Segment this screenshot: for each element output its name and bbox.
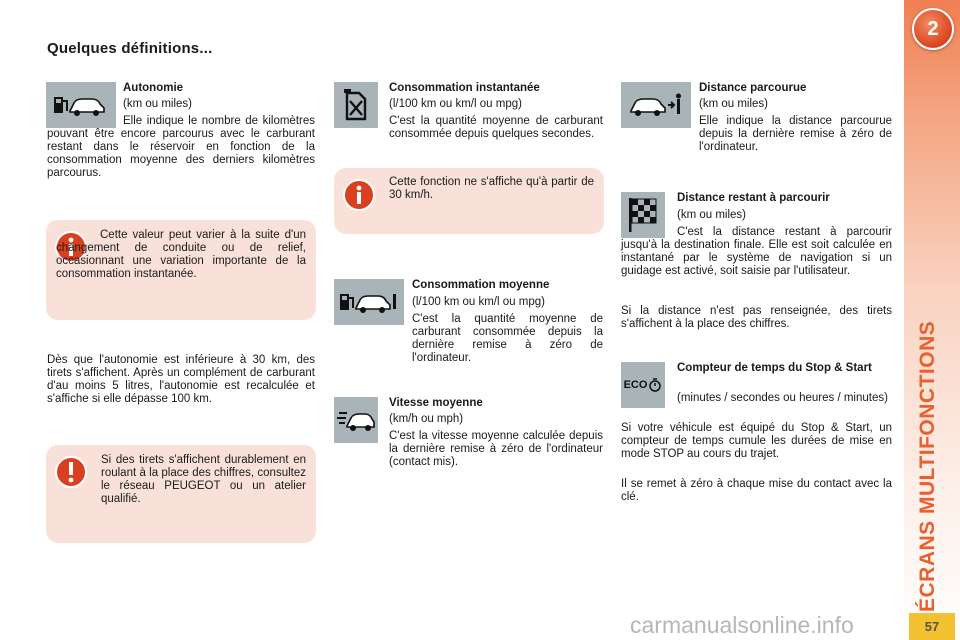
note-tirets [46, 445, 316, 543]
stop-start-unit: (minutes / secondes ou heures / minutes) [677, 392, 888, 404]
fuel-car-icon [338, 288, 400, 316]
autonomie-title: Autonomie [123, 82, 184, 94]
distance-restant-body: C'est la distance restant à parcourir jusqu'à la destination finale. Elle est soit calculée en instantané par le système de navigation si un guidage est activé, soit saisie par l'utilisateur. [621, 226, 892, 277]
vitesse-icon-box [334, 397, 378, 443]
page-number: 57 [909, 613, 955, 640]
eco-label: ECO [623, 379, 648, 391]
note-autonomie [46, 220, 316, 320]
conso-instant-unit: (l/100 km ou km/l ou mpg) [389, 98, 522, 110]
car-distance-icon [625, 91, 687, 119]
conso-moyenne-body: C'est la quantité moyenne de carburant consommée depuis la dernière remise à zéro de l'ordinateur. [412, 313, 603, 364]
eco-timer-icon [624, 378, 663, 392]
stop-start-icon-box [621, 362, 665, 408]
stop-start-title: Compteur de temps du Stop & Start [677, 362, 872, 374]
distance-parcourue-icon-box [621, 82, 691, 128]
conso-moyenne-icon-box [334, 279, 404, 325]
note-conso [334, 168, 604, 234]
autonomie-body: Elle indique le nombre de kilomètres pouvant être encore parcourus avec le carburant restant dans le réservoir en fonction de la consommation moyenne des derniers kilomètres parcourus. [47, 115, 315, 179]
conso-instant-title: Consommation instantanée [389, 82, 540, 94]
jerrycan-icon [341, 87, 371, 123]
note-autonomie-text: Cette valeur peut varier à la suite d'un changement de conduite ou de relief, occasionnant une variation importante de la consommation instantanée. [56, 229, 306, 280]
conso-instant-body: C'est la quantité moyenne de carburant consommée depuis quelques secondes. [389, 115, 603, 140]
conso-instant-icon-box [334, 82, 378, 128]
note-tirets-text: Si des tirets s'affichent durablement en roulant à la place des chiffres, consultez le réseau PEUGEOT ou un atelier qualifié. [101, 454, 306, 505]
vitesse-body: C'est la vitesse moyenne calculée depuis la dernière remise à zéro de l'ordinateur (contact mis). [389, 430, 603, 468]
distance-parcourue-body: Elle indique la distance parcourue depuis la dernière remise à zéro de l'ordinateur. [699, 115, 892, 153]
stop-start-body: Si votre véhicule est équipé du Stop & Start, un compteur de temps cumule les durées de mise en mode STOP au cours du trajet. [621, 422, 892, 460]
chapter-title: ÉCRANS MULTIFONCTIONS [916, 320, 939, 612]
distance-restant-body2: Si la distance n'est pas renseignée, des tirets s'affichent à la place des chiffres. [621, 305, 892, 330]
page-title: Quelques définitions... [47, 40, 213, 57]
distance-restant-unit: (km ou miles) [677, 209, 747, 221]
info-icon [342, 178, 376, 212]
distance-restant-title: Distance restant à parcourir [677, 192, 830, 204]
watermark: carmanualsonline.info [630, 612, 854, 638]
distance-parcourue-unit: (km ou miles) [699, 98, 769, 110]
distance-parcourue-title: Distance parcourue [699, 82, 807, 94]
tirets-text: Dès que l'autonomie est inférieure à 30 km, des tirets s'affichent. Après un complément de carburant d'au moins 5 litres, l'autonomie est recalculée et s'affiche si elle dépasse 100 km. [47, 354, 315, 405]
conso-moyenne-title: Consommation moyenne [412, 279, 550, 291]
car-speed-icon [337, 407, 375, 433]
conso-moyenne-unit: (l/100 km ou km/l ou mpg) [412, 296, 545, 308]
warning-icon [54, 455, 88, 489]
chapter-badge: 2 [912, 8, 954, 50]
autonomie-unit: (km ou miles) [123, 98, 193, 110]
vitesse-title: Vitesse moyenne [389, 397, 483, 409]
note-conso-text: Cette fonction ne s'affiche qu'à partir de 30 km/h. [389, 176, 594, 201]
stop-start-body2: Il se remet à zéro à chaque mise du contact avec la clé. [621, 478, 892, 503]
vitesse-unit: (km/h ou mph) [389, 413, 464, 425]
